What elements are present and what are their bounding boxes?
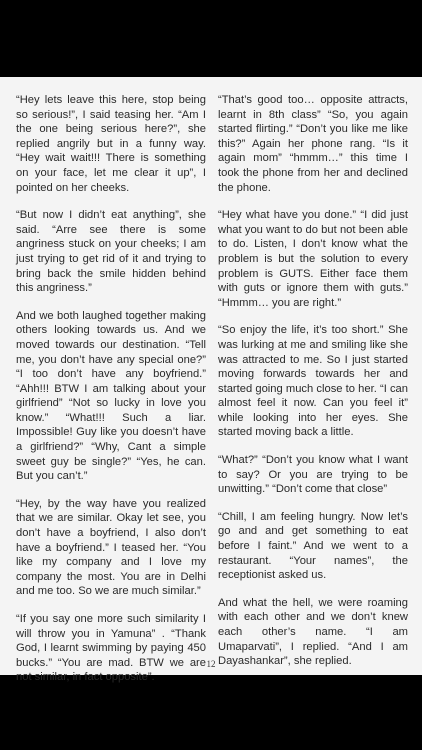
paragraph: “So enjoy the life, it’s too short.” She was lurking at me and smiling like she was attracted to me. So I just started moving forwards towards her and started going much close to her. “I can almost feel it now. Can you feel it” while looking into her eyes. She started moving back a little.: [218, 324, 408, 439]
left-column: [16, 93, 206, 698]
paragraph: “What?” “Don’t you know what I want to say? Or you are trying to be unwitting.” “Don’t come that close”: [218, 454, 408, 496]
right-column: [218, 93, 408, 698]
paragraph: And we both laughed together making others looking towards us. And we moved towards our destination. “Tell me, you don’t have any special one?” “I too don’t have any boyfriend.” “Ahh!!! BTW I am talking about your girlfriend” “Not so lucky in love you know.” “What!!! Such a liar. Impossible! Guy like you doesn’t have a girlfriend?” “Why, Cant a simple sweet guy be single?” “Yes, he can. But you can’t.”: [16, 309, 206, 483]
paragraph: “But now I didn’t eat anything”, she said. “Arre see there is some angriness stuck on your cheeks; I am just trying to get rid of it and trying to bring back the smile hidden behind this angriness.”: [16, 209, 206, 295]
paragraph: And what the hell, we were roaming with each other and we don’t knew each other’s name. “I am Umaparvati”, I replied. “And I am Dayashankar”, she replied.: [218, 596, 408, 668]
page-number: 12: [206, 659, 216, 669]
paragraph: “Hey, by the way have you realized that we are similar. Okay let see, you don’t have a boyfriend, I also don’t have a boyfriend.” I teased her. “You like my company and I love my company the most. You are in Delhi and me too. So we are much similar.”: [16, 497, 206, 598]
paragraph: “That’s good too… opposite attracts, learnt in 8th class” “So, you again started flirting.” “Don’t you like me like this?” Again her phone rang. “Is it again mom” “hmmm…” this time I took the phone from her and declined the phone.: [218, 94, 408, 194]
paragraph: “Hey lets leave this here, stop being so serious!”, I said teasing her. “Am I the one being serious here?”, she replied angrily but in a funny way. “Hey wait wait!!! There is something on your face, let me clear it up”, I pointed on her cheeks.: [16, 94, 206, 194]
paragraph: “Hey what have you done.” “I did just what you want to do but not been able to do. Listen, I don’t know what the problem is but the solution to every problem is GUTS. Either face them with guts or ignore them with guts.” “Hmmm… you are right.”: [218, 209, 408, 309]
paragraph: “If you say one more such similarity I will throw you in Yamuna” . “Thank God, I learnt swimming by paying 450 bucks.” “You are mad. BTW we are not similar, in fact opposite”.: [16, 613, 206, 684]
text-columns: [16, 93, 408, 698]
paragraph: “Chill, I am feeling hungry. Now let’s go and and get something to eat before I faint.” And we went to a restaurant. “Your names”, the receptionist asked us.: [218, 510, 408, 582]
book-page: [0, 77, 422, 684]
